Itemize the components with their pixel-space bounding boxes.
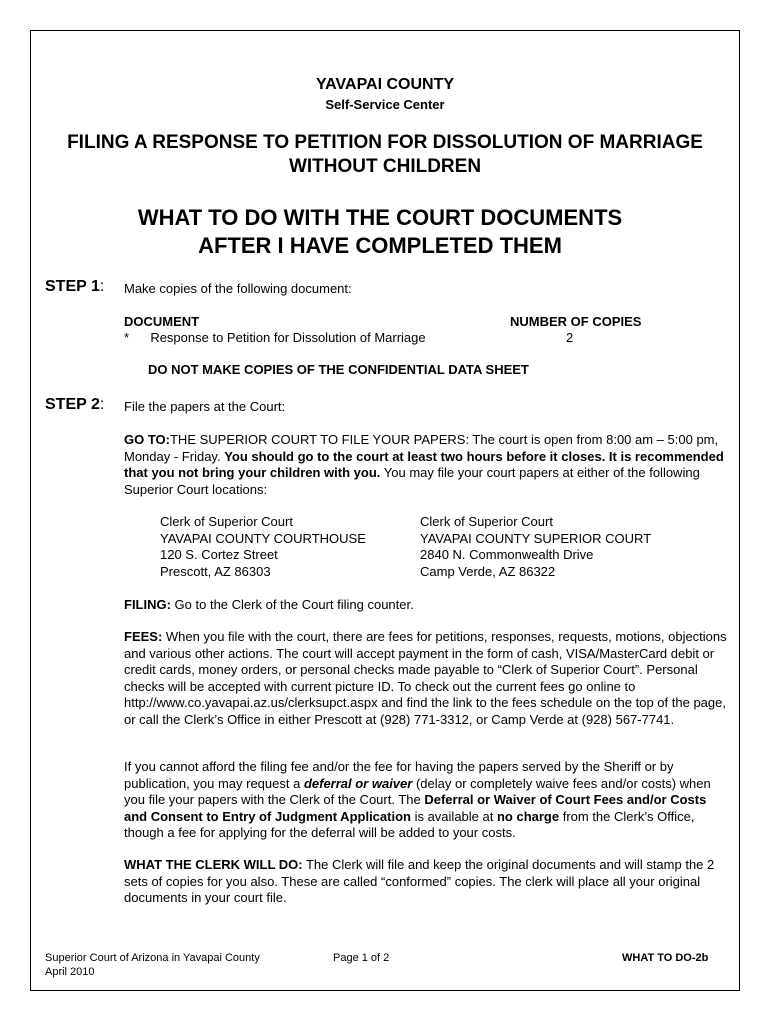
footer-date: April 2010 [45,966,95,978]
filing-label: FILING: [124,597,171,612]
form-code: WHAT TO DO-2b [622,952,709,964]
clerk-label: WHAT THE CLERK WILL DO: [124,857,303,872]
confidential-warning: DO NOT MAKE COPIES OF THE CONFIDENTIAL DATA SHEET [148,362,529,377]
fees-label: FEES: [124,629,163,644]
copies-column-header: NUMBER OF COPIES [510,314,642,329]
center-subtitle: Self-Service Center [325,97,445,112]
prescott-location: Clerk of Superior Court YAVAPAI COUNTY COURTHOUSE 120 S. Cortez Street Prescott, AZ 86303 [160,514,366,579]
document-name: Response to Petition for Dissolution of Marriage [150,330,426,345]
form-title-line2: WITHOUT CHILDREN [288,156,482,177]
step2-label: STEP 2: [45,396,105,413]
filing-paragraph: FILING: Go to the Clerk of the Court filing counter. [124,597,414,612]
page-heading-line1: WHAT TO DO WITH THE COURT DOCUMENTS [137,205,623,230]
step1-instruction: Make copies of the following document: [124,281,352,296]
page-heading-line2: AFTER I HAVE COMPLETED THEM [198,233,562,258]
page-number: Page 1 of 2 [333,952,390,964]
form-title-line1: FILING A RESPONSE TO PETITION FOR DISSOLUTION OF MARRIAGE [67,132,703,153]
county-title: YAVAPAI COUNTY [315,76,455,93]
goto-label: GO TO: [124,432,170,447]
footer-court: Superior Court of Arizona in Yavapai County April 2010 [45,952,260,978]
step2-instruction: File the papers at the Court: [124,399,286,414]
document-column-header: DOCUMENT [124,314,200,329]
document-copies-count: 2 [566,330,574,345]
bullet-star: * [124,330,130,345]
clerk-paragraph: WHAT THE CLERK WILL DO: The Clerk will file and keep the original documents and will stamp the 2 sets of copies for you also. These are called “conformed” copies. The clerk will place all your original documents in your court file. [124,857,715,905]
document-row [124,330,426,347]
waiver-paragraph: If you cannot afford the filing fee and/or the fee for having the papers served by the Sheriff or by publication, you may request a deferral or waiver (delay or completely waive fees and/or costs) when you file your papers with the Clerk of the Court. The Deferral or Waiver of Court Fees and/or Costs and Consent to Entry of Judgment Application is available at no charge from the Clerk’s Office, though a fee for applying for the deferral will be added to your costs. [124,759,711,840]
step1-label: STEP 1: [45,278,105,295]
camp-verde-location: Clerk of Superior Court YAVAPAI COUNTY SUPERIOR COURT 2840 N. Commonwealth Drive Camp Verde, AZ 86322 [420,514,652,579]
goto-paragraph: GO TO:THE SUPERIOR COURT TO FILE YOUR PAPERS: The court is open from 8:00 am – 5:00 pm, Monday - Friday. You should go to the court at least two hours before it closes. It is recommended that you not bring your children with you. You may file your court papers at either of the following Superior Court locations: [124,432,724,497]
fees-paragraph: FEES: When you file with the court, there are fees for petitions, responses, requests, motions, objections and various other actions. The court will accept payment in the form of cash, VISA/MasterCard debit or credit cards, money orders, or personal checks made payable to “Clerk of Superior Court”. Personal checks will be accepted with current picture ID. To check out the current fees go online to http://www.co.yavapai.az.us/clerksupct.aspx and find the link to the fees schedule on the top of the page, or call the Clerk’s Office in either Prescott at (928) 771-3312, or Camp Verde at (928) 567-7741. [124,629,727,727]
